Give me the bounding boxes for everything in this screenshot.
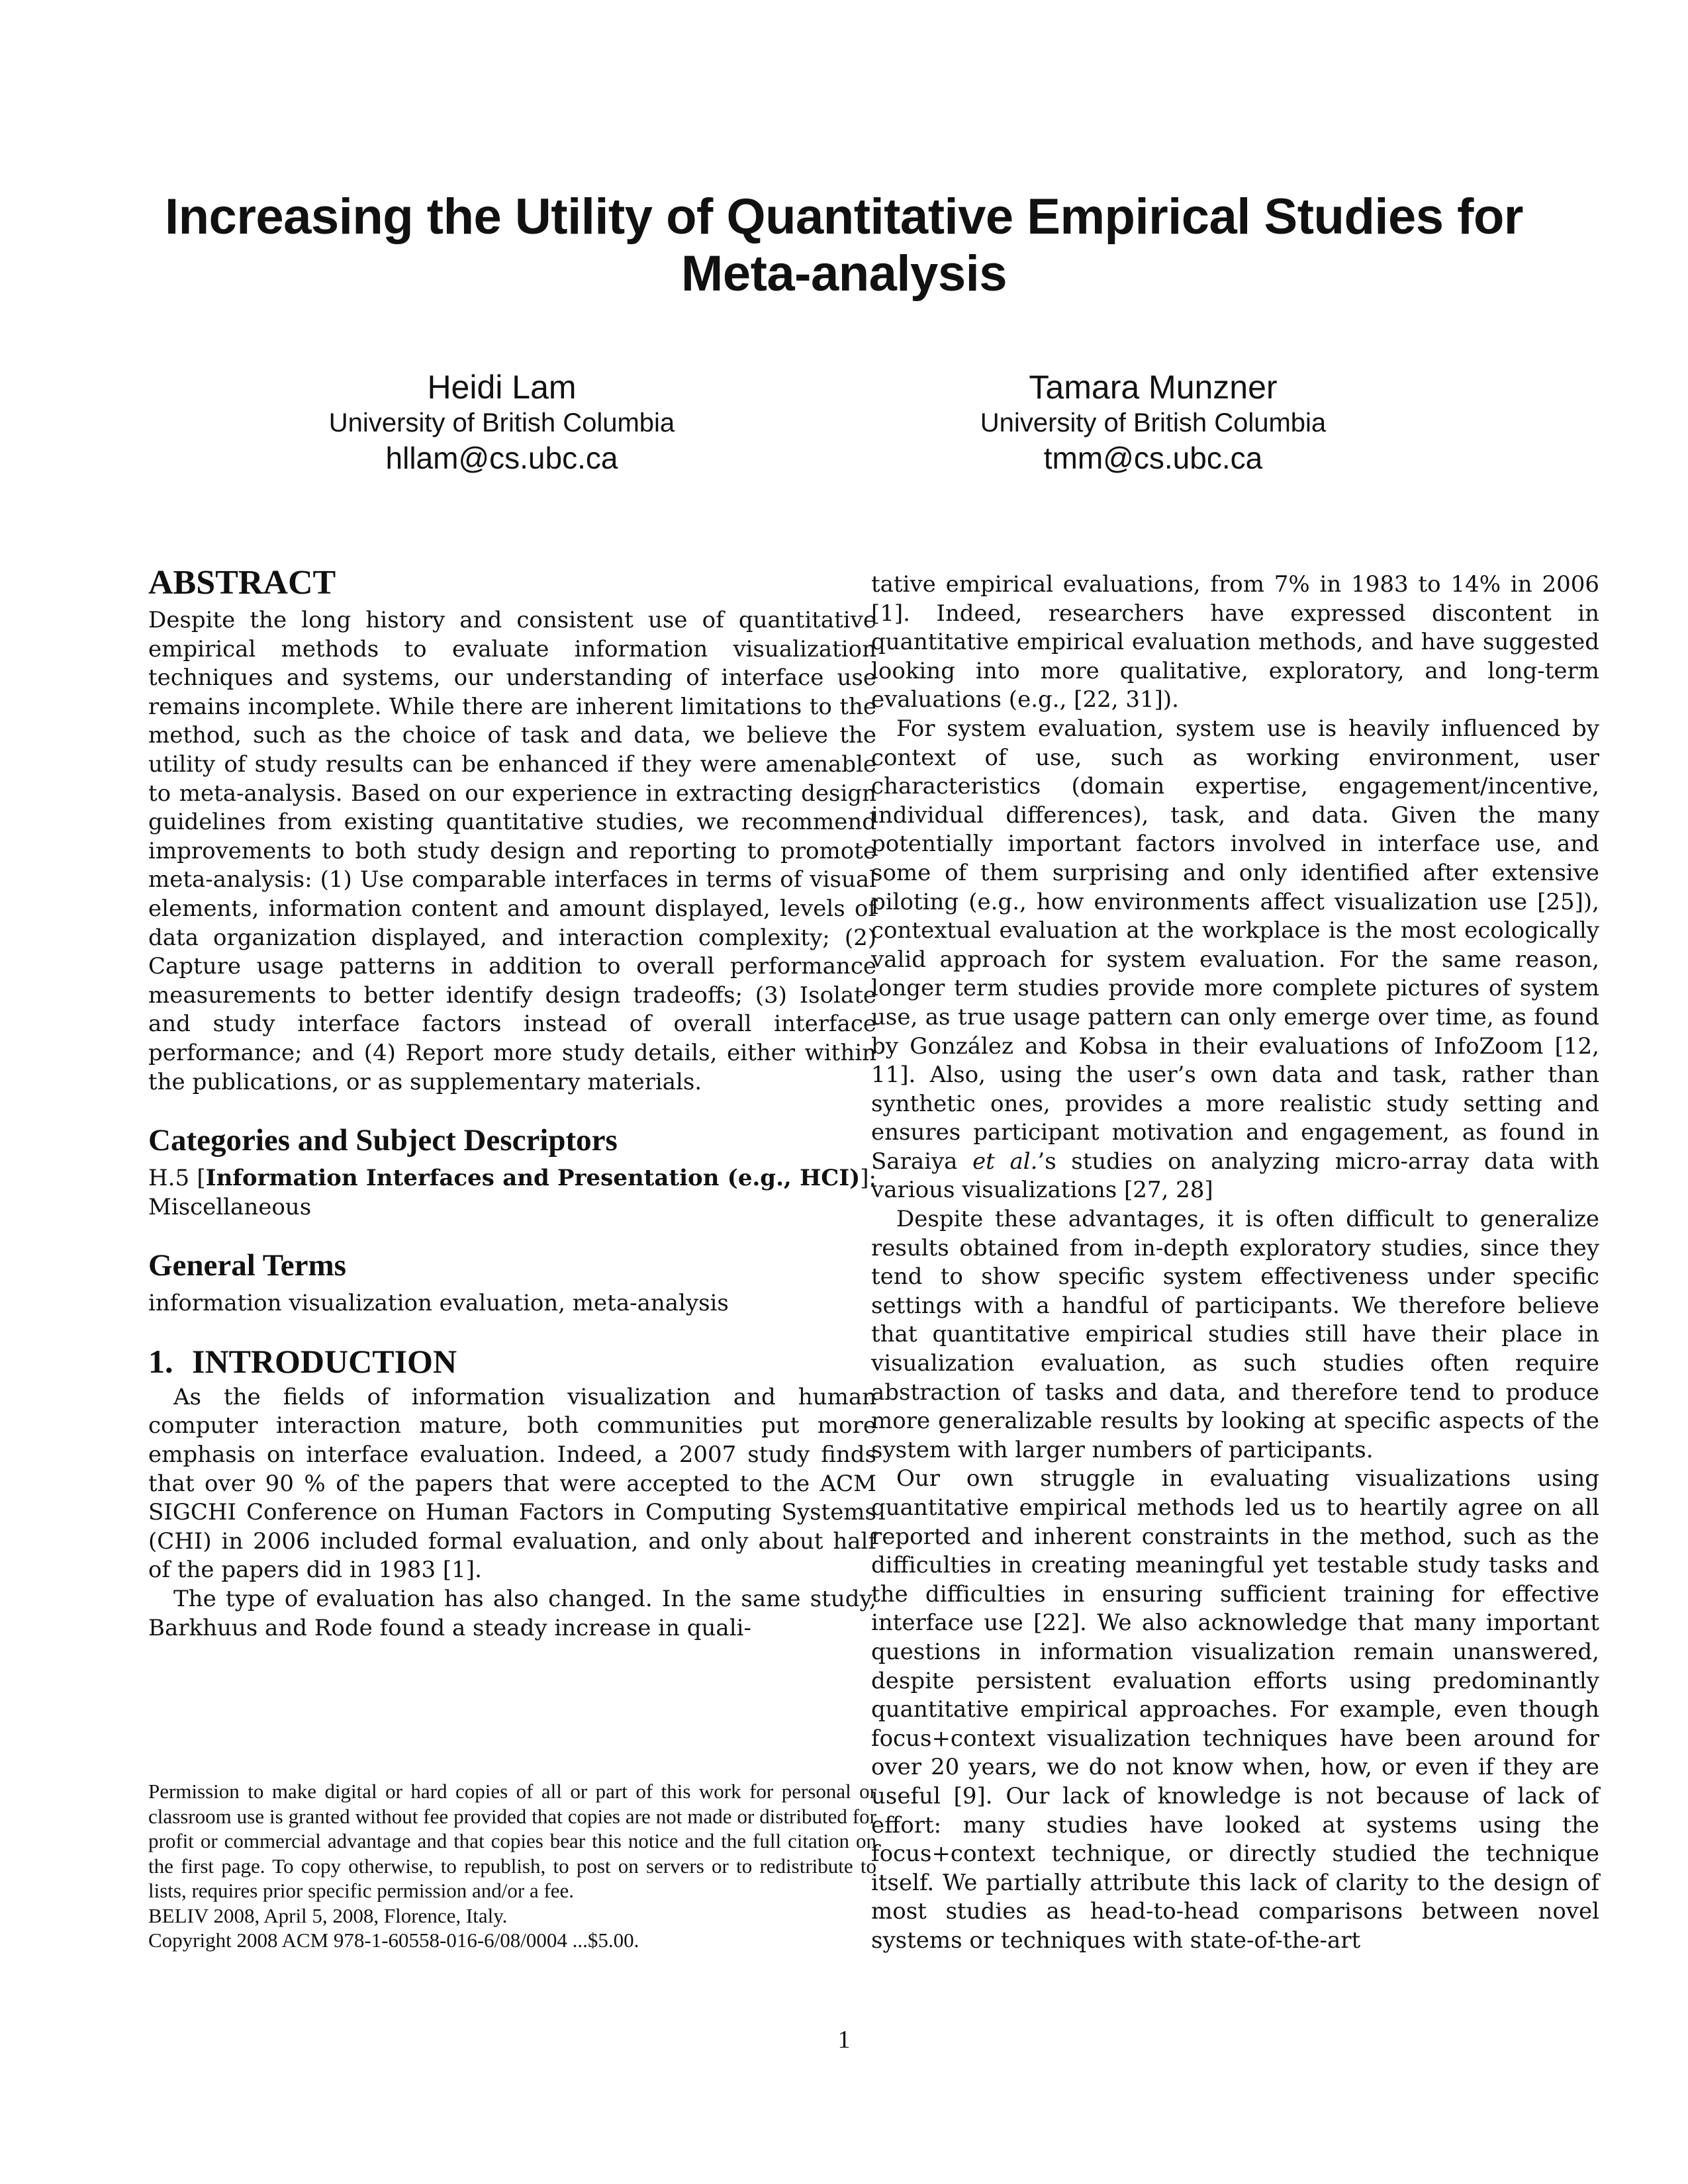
page-number: 1 — [837, 2026, 851, 2054]
general-terms-heading: General Terms — [148, 1248, 346, 1283]
author-affiliation: University of British Columbia — [328, 408, 675, 437]
author-affiliation: University of British Columbia — [980, 408, 1327, 437]
author-name: Heidi Lam — [427, 369, 577, 406]
right-paragraph-3: Despite these advantages, it is often difficult to generalize results obtained from in-depth exploratory studies, since they tend to show specific system effectiveness under specific settings with a handful of participants. We therefore believe that quantitative empirical studies still have their place in visualization evaluation, as such studies often require abstraction of tasks and data, and therefore tend to produce more generalizable results by looking at specific aspects of the system with larger numbers of participants. — [871, 1206, 1599, 1463]
categories-code: H.5 [ — [148, 1165, 206, 1192]
author-block-1 — [237, 367, 767, 477]
right-paragraph-2 — [871, 715, 1599, 1205]
introduction-heading: 1. INTRODUCTION — [148, 1342, 457, 1380]
categories-text — [148, 1164, 876, 1222]
right-paragraph-1: tative empirical evaluations, from 7% in 1983 to 14% in 2006 [1]. Indeed, researchers have expressed discontent in quantitative empirical evaluation methods, and have suggested looking into more qualitative, exploratory, and long-term evaluations (e.g., [22, 31]). — [871, 571, 1599, 713]
right-paragraph-4: Our own struggle in evaluating visualizations using quantitative empirical methods led us to heartily agree on all reported and inherent constraints in the method, such as the difficulties in creating meaningful yet testable study tasks and the difficulties in ensuring sufficient training for effective interface use [22]. We also acknowledge that many important questions in information visualization remain unanswered, despite persistent evaluation efforts using predominantly quantitative empirical approaches. For example, even though focus+context visualization techniques have been around for over 20 years, we do not know when, how, or even if they are useful [9]. Our lack of knowledge is not because of lack of effort: many studies have looked at systems using the focus+context technique, or directly studied the technique itself. We partially attribute this lack of clarity to the design of most studies as head-to-head comparisons between novel systems or techniques with state-of-the-art — [871, 1465, 1599, 1954]
venue-line: BELIV 2008, April 5, 2008, Florence, Italy. — [148, 1903, 508, 1927]
intro-paragraph-2: The type of evaluation has also changed. In the same study, Barkhuus and Rode found a steady increase in quali- — [148, 1586, 876, 1641]
paper-title: Increasing the Utility of Quantitative Empirical Studies for Meta-analysis — [165, 189, 1523, 302]
right-paragraph-2-tail: ’s studies on analyzing micro-array data with various visualizations [27, 28] — [871, 1148, 1599, 1204]
categories-rest: ]: Miscellaneous — [148, 1165, 876, 1220]
right-paragraph-2-text: For system evaluation, system use is heavily influenced by context of use, such as working environment, user characteristics (domain expertise, engagement/incentive, individual differences), task, and data. Given the many potentially important factors involved in interface use, and some of them surprising and only identified after extensive piloting (e.g., how environments affect visualization use [25]), contextual evaluation at the workplace is the most ecologically valid approach for system evaluation. For the same reason, longer term studies provide more complete pictures of system use, as true usage pattern can only emerge over time, as found by González and Kobsa in their evaluations of InfoZoom [12, 11]. Also, using the user’s own data and task, rather than synthetic ones, provides a more realistic study setting and ensures participant motivation and engagement, as found in Saraiya — [871, 715, 1599, 1175]
right-column — [871, 570, 1599, 1956]
categories-bold: Information Interfaces and Presentation (e.g., HCI) — [205, 1165, 861, 1192]
author-email: hllam@cs.ubc.ca — [385, 441, 618, 475]
et-al-italic: et al. — [972, 1148, 1038, 1175]
intro-paragraph-1: As the fields of information visualization and human computer interaction mature, both communities put more emphasis on interface evaluation. Indeed, a 2007 study finds that over 90 % of the papers that were accepted to the ACM SIGCHI Conference on Human Factors in Computing Systems (CHI) in 2006 included formal evaluation, and only about half of the papers did in 1983 [1]. — [148, 1383, 876, 1584]
left-column — [148, 561, 876, 1643]
abstract-heading: ABSTRACT — [148, 564, 336, 602]
copyright-line: Copyright 2008 ACM 978-1-60558-016-6/08/0004 ...$5.00. — [148, 1929, 639, 1952]
categories-heading: Categories and Subject Descriptors — [148, 1123, 618, 1158]
abstract-text: Despite the long history and consistent use of quantitative empirical methods to evaluate information visualization techniques and systems, our understanding of interface use remains incomplete. While there are inherent limitations to the method, such as the choice of task and data, we believe the utility of study results can be enhanced if they were amenable to meta-analysis. Based on our experience in extracting design guidelines from existing quantitative studies, we recommend improvements to both study design and reporting to promote meta-analysis: (1) Use comparable interfaces in terms of visual elements, information content and amount displayed, levels of data organization displayed, and interaction complexity; (2) Capture usage patterns in addition to overall performance measurements to better identify design tradeoffs; (3) Isolate and study interface factors instead of overall interface performance; and (4) Report more study details, either within the publications, or as supplementary materials. — [148, 607, 876, 1095]
permission-block — [148, 1779, 876, 1953]
permission-notice: Permission to make digital or hard copies of all or part of this work for personal or classroom use is granted without fee provided that copies are not made or distributed for profit or commercial advantage and that copies bear this notice and the full citation on the first page. To copy otherwise, to republish, to post on servers or to redistribute to lists, requires prior specific permission and/or a fee. — [148, 1780, 876, 1902]
author-block-2 — [888, 367, 1418, 477]
author-email: tmm@cs.ubc.ca — [1043, 441, 1263, 475]
author-name: Tamara Munzner — [1029, 369, 1278, 406]
general-terms-text: information visualization evaluation, meta-analysis — [148, 1290, 729, 1317]
